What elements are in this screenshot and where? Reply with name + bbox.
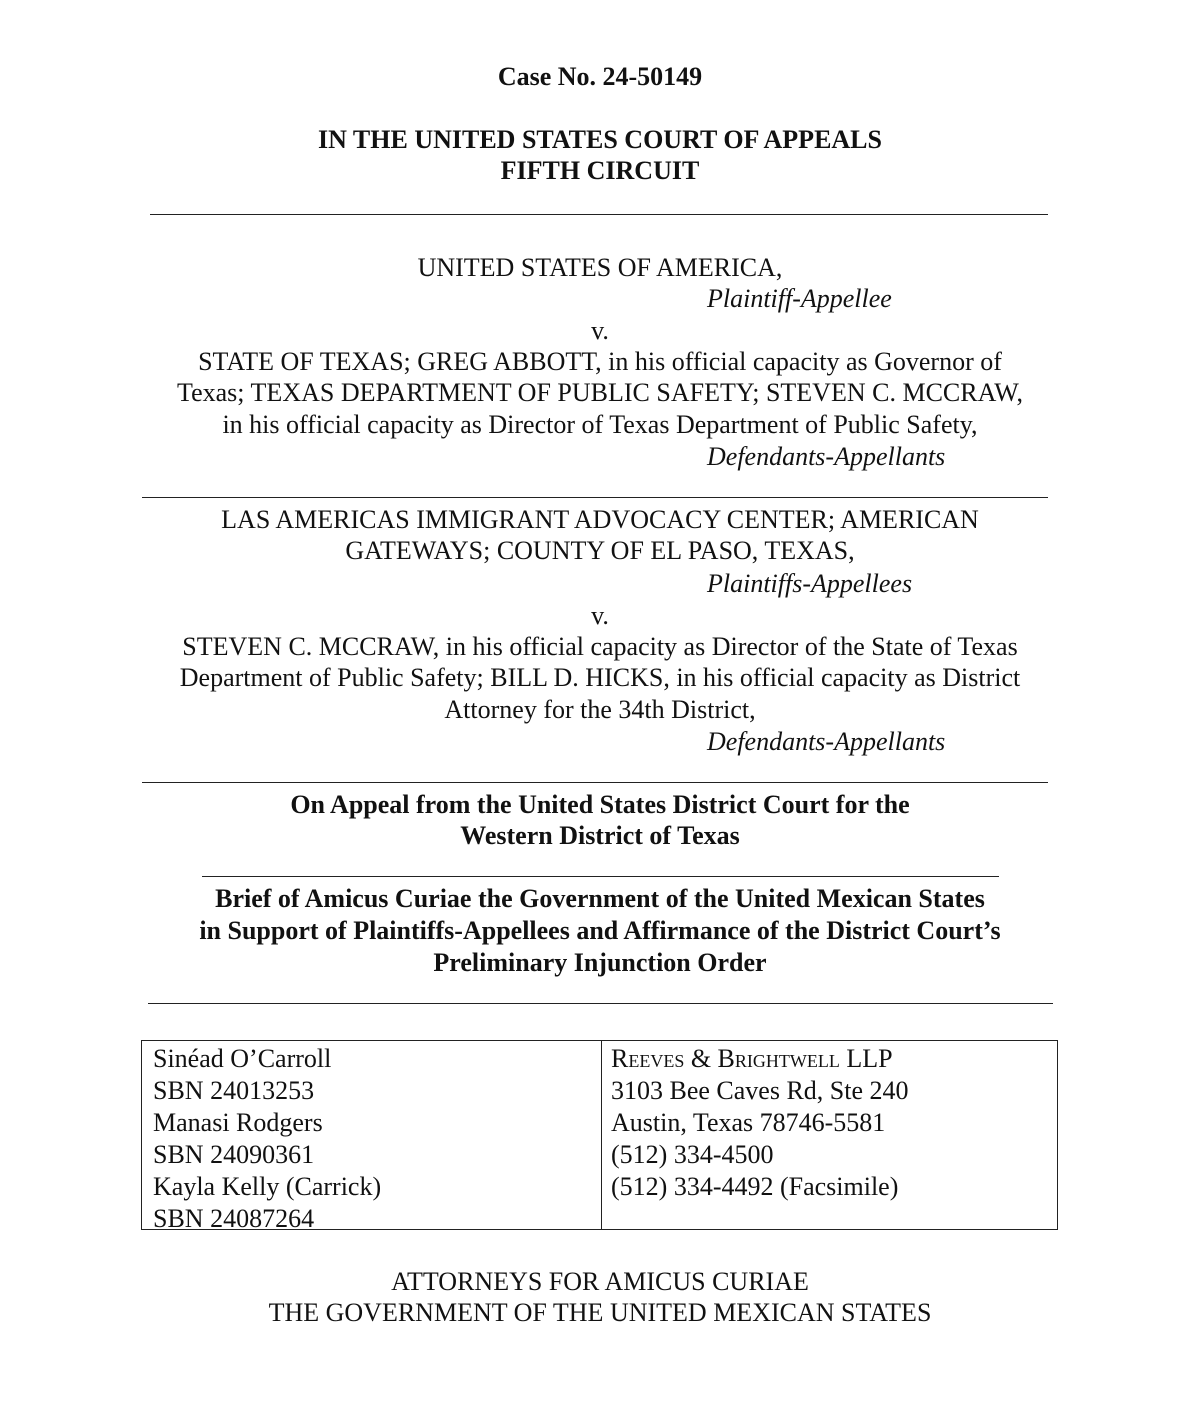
attorney-sbn: SBN 24090361	[153, 1140, 315, 1169]
case2-plaintiffs-line: LAS AMERICAS IMMIGRANT ADVOCACY CENTER; AMERICAN	[221, 505, 979, 534]
divider	[150, 214, 1048, 215]
divider	[142, 782, 1048, 783]
brief-title-line: Preliminary Injunction Order	[433, 948, 767, 977]
attorney-name: Manasi Rodgers	[153, 1108, 323, 1137]
court-name: IN THE UNITED STATES COURT OF APPEALS	[317, 125, 882, 154]
footer-line: THE GOVERNMENT OF THE UNITED MEXICAN STATES	[268, 1298, 932, 1327]
divider	[148, 1003, 1053, 1004]
footer-line: ATTORNEYS FOR AMICUS CURIAE	[391, 1267, 809, 1296]
firm-info	[611, 1043, 909, 1203]
brief-title-line: Brief of Amicus Curiae the Government of the United Mexican States	[215, 884, 985, 913]
case1-defendants-role: Defendants-Appellants	[707, 442, 946, 471]
case2-plaintiffs-line: GATEWAYS; COUNTY OF EL PASO, TEXAS,	[345, 536, 855, 565]
case1-defendants-line: Texas; TEXAS DEPARTMENT OF PUBLIC SAFETY; STEVEN C. MCCRAW,	[177, 378, 1023, 407]
case-number: Case No. 24-50149	[497, 62, 703, 91]
divider	[202, 876, 999, 877]
appeal-line: Western District of Texas	[460, 821, 740, 850]
brief-title-line: in Support of Plaintiffs-Appellees and Affirmance of the District Court’s	[199, 916, 1001, 945]
case1-defendants-line: STATE OF TEXAS; GREG ABBOTT, in his official capacity as Governor of	[198, 347, 1002, 376]
table-divider	[601, 1041, 602, 1229]
case1-defendants-line: in his official capacity as Director of Texas Department of Public Safety,	[222, 410, 978, 439]
attorney-name: Sinéad O’Carroll	[153, 1044, 332, 1073]
divider	[142, 497, 1048, 498]
case2-defendants-line: Department of Public Safety; BILL D. HICKS, in his official capacity as District	[179, 663, 1021, 692]
case1-plaintiff-role: Plaintiff-Appellee	[707, 284, 892, 313]
case1-versus: v.	[591, 316, 609, 345]
appeal-line: On Appeal from the United States District Court for the	[290, 790, 910, 819]
firm-phone: (512) 334-4500	[611, 1140, 774, 1169]
firm-city: Austin, Texas 78746-5581	[611, 1108, 886, 1137]
attorney-name: Kayla Kelly (Carrick)	[153, 1172, 382, 1201]
court-circuit: FIFTH CIRCUIT	[500, 156, 700, 185]
attorney-sbn: SBN 24087264	[153, 1204, 315, 1233]
case2-defendants-line: Attorney for the 34th District,	[444, 695, 756, 724]
firm-fax: (512) 334-4492 (Facsimile)	[611, 1172, 899, 1201]
case2-defendants-role: Defendants-Appellants	[707, 727, 946, 756]
firm-name: Reeves & Brightwell LLP	[611, 1044, 893, 1073]
case2-plaintiffs-role: Plaintiffs-Appellees	[707, 569, 913, 598]
attorney-sbn: SBN 24013253	[153, 1076, 315, 1105]
case2-defendants-line: STEVEN C. MCCRAW, in his official capacity as Director of the State of Texas	[182, 632, 1018, 661]
case1-plaintiff: UNITED STATES OF AMERICA,	[417, 253, 783, 282]
firm-address: 3103 Bee Caves Rd, Ste 240	[611, 1076, 909, 1105]
case2-versus: v.	[591, 601, 609, 630]
attorney-list	[153, 1043, 381, 1235]
